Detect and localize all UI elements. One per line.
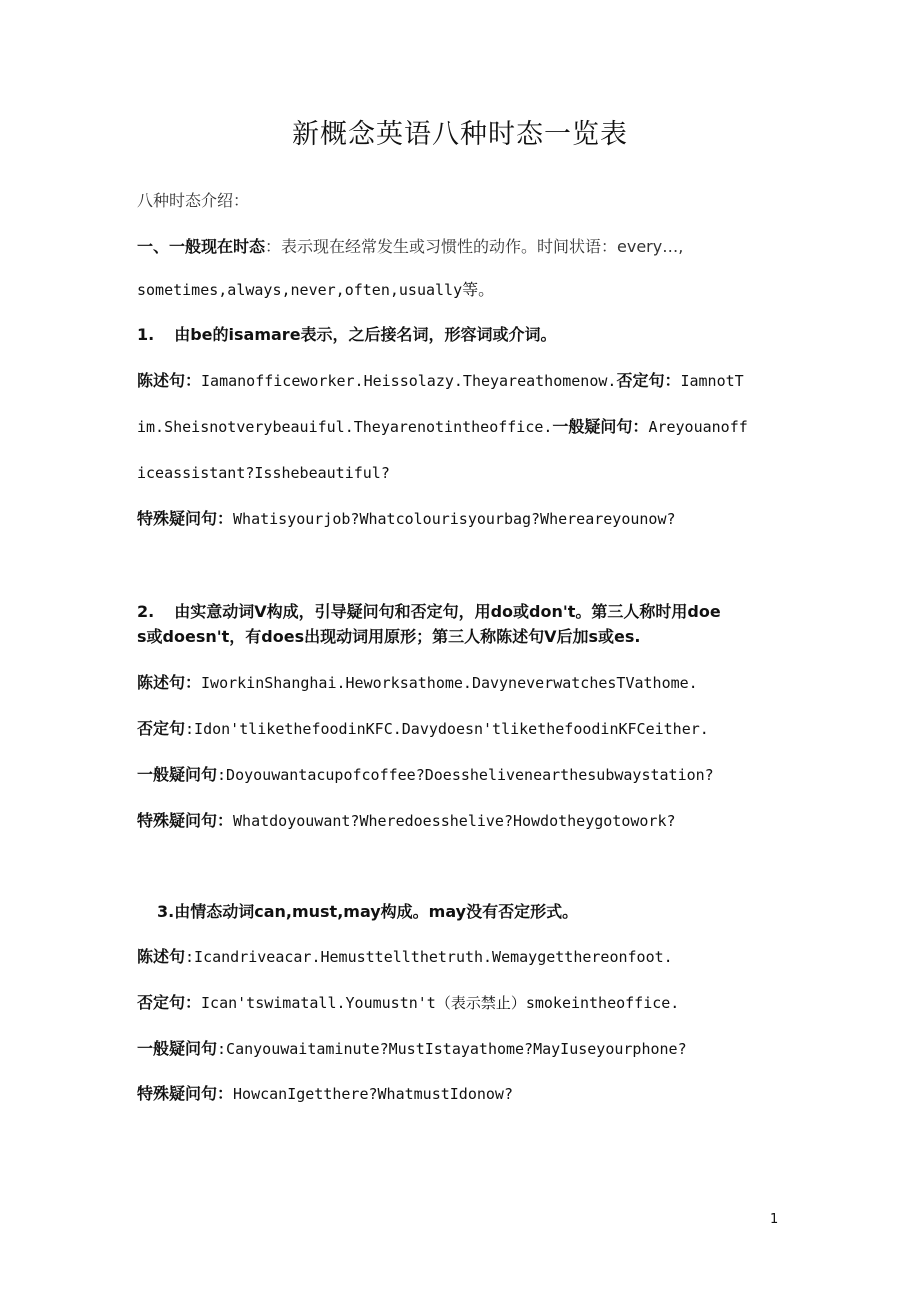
section1-description: ：表示现在经常发生或习惯性的动作。时间状语：every…, <box>265 237 684 256</box>
rule3-special-q <box>137 1083 797 1105</box>
rule1-line2 <box>137 416 797 438</box>
rule1-negative-text-part1: IamnotT <box>680 372 744 390</box>
rule1-heading <box>137 324 797 346</box>
page-number: 1 <box>770 1212 779 1227</box>
rule1-negative-label: 否定句： <box>616 371 681 390</box>
rule1-line4 <box>137 508 797 530</box>
rule3-statement <box>137 946 797 968</box>
section1-heading: 一、一般现在时态 <box>137 237 266 256</box>
rule3-statement-label: 陈述句 <box>137 947 186 966</box>
rule1-line3 <box>137 462 797 484</box>
section1-line1 <box>137 236 797 258</box>
rule1-special-q-text: Whatisyourjob?Whatcolourisyourbag?Whereareyounow? <box>233 510 676 528</box>
rule1-general-q-part1: Areyouanoff <box>648 418 748 436</box>
rule2-heading-line1 <box>137 601 797 623</box>
rule1-statement-text: Iamanofficeworker.Heissolazy.Theyareathomenow. <box>201 372 617 390</box>
rule3-special-q-label: 特殊疑问句： <box>137 1084 234 1103</box>
page-title: 新概念英语八种时态一览表 <box>292 119 628 150</box>
rule2-negative-text: :Idon'tlikethefoodinKFC.Davydoesn'tlikethefoodinKFCeither. <box>185 720 709 738</box>
section1-suffix: 等。 <box>462 280 495 299</box>
section1-line2 <box>137 279 797 301</box>
rule2-text-line1: 由实意动词V构成，引导疑问句和否定句，用do或don't。第三人称时用doe <box>174 602 721 621</box>
rule1-statement-label: 陈述句： <box>137 371 202 390</box>
section1-adverbs: sometimes,always,never,often,usually <box>137 281 463 299</box>
rule3-heading: 3.由情态动词can,must,may构成。may没有否定形式。 <box>157 902 579 921</box>
rule2-general-q-label: 一般疑问句 <box>137 765 218 784</box>
rule2-negative-label: 否定句 <box>137 719 186 738</box>
rule3-negative-label: 否定句： <box>137 993 202 1012</box>
rule3-negative-text: Ican'tswimatall.Youmustn't（表示禁止）smokeintheoffice. <box>201 994 680 1012</box>
rule2-number: 2. <box>137 602 155 621</box>
intro-label: 八种时态介绍： <box>137 191 250 210</box>
rule1-text: 由be的isamare表示，之后接名词，形容词或介词。 <box>174 325 557 344</box>
rule2-special-q-text: Whatdoyouwant?Wheredoesshelive?Howdotheygotowork? <box>233 812 676 830</box>
rule3-general-q-text: :Canyouwaitaminute?MustIstayathome?MayIuseyourphone? <box>217 1040 687 1058</box>
rule2-general-q-text: :Doyouwantacupofcoffee?Doesshelivenearthesubwaystation? <box>217 766 714 784</box>
rule1-special-q-label: 特殊疑问句： <box>137 509 234 528</box>
rule2-general-q <box>137 764 797 786</box>
rule2-statement <box>137 672 797 694</box>
rule3-general-q-label: 一般疑问句 <box>137 1039 218 1058</box>
rule1-general-q-label: 一般疑问句： <box>552 417 649 436</box>
rule2-statement-text: IworkinShanghai.Heworksathome.DavyneverwatchesTVathome. <box>201 674 698 692</box>
rule3-statement-text: :Icandriveacar.Hemusttellthetruth.Wemaygetthereonfoot. <box>185 948 673 966</box>
rule3-special-q-text: HowcanIgetthere?WhatmustIdonow? <box>233 1085 513 1103</box>
rule3-negative <box>137 992 797 1014</box>
rule2-negative <box>137 718 797 740</box>
rule2-special-q-label: 特殊疑问句： <box>137 811 234 830</box>
rule1-negative-text-part2: im.Sheisnotverybeauiful.Theyarenotintheoffice. <box>137 418 553 436</box>
rule2-special-q <box>137 810 797 832</box>
rule1-number: 1. <box>137 325 155 344</box>
rule3-general-q <box>137 1038 797 1060</box>
rule2-statement-label: 陈述句： <box>137 673 202 692</box>
rule2-heading-line2: s或doesn't，有does出现动词用原形；第三人称陈述句V后加s或es. <box>137 627 641 646</box>
rule1-line1 <box>137 370 797 392</box>
rule1-general-q-part2: iceassistant?Isshebeautiful? <box>137 464 390 482</box>
